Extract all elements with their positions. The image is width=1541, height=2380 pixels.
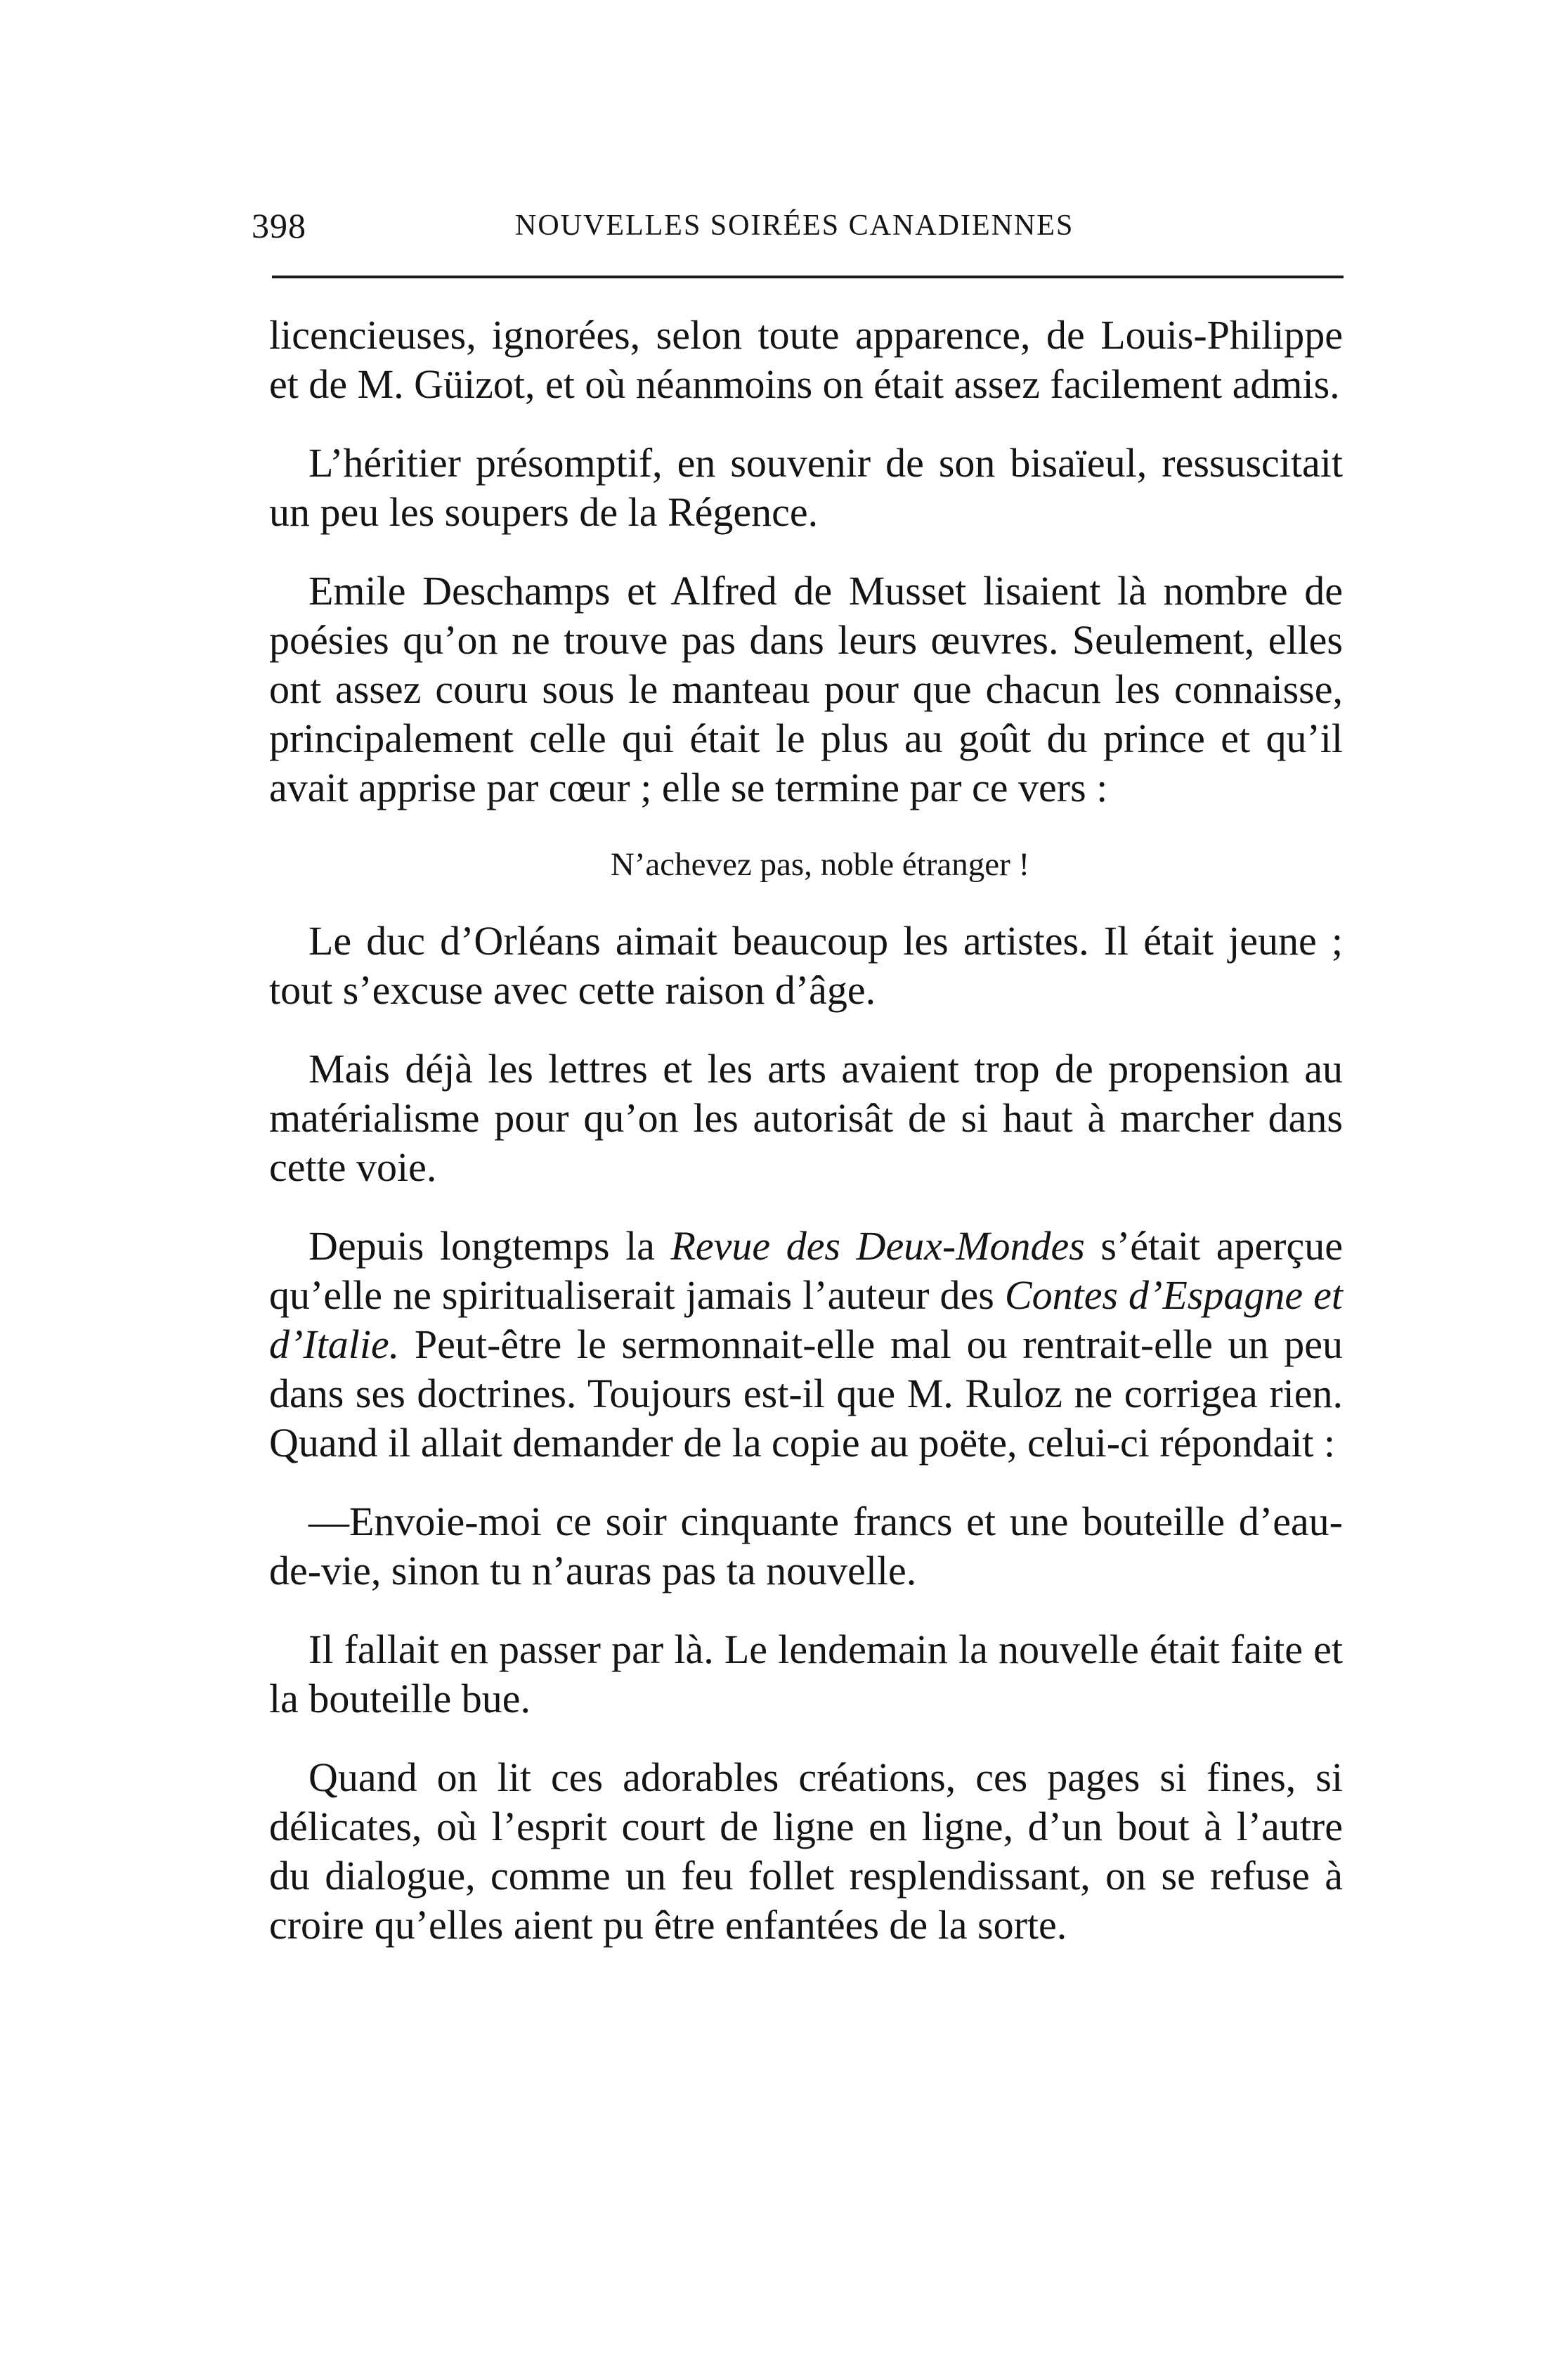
paragraph-text: Peut-être le sermonnait-elle mal ou rentrait-elle un peu dans ses doctrines. Toujours est-il que M. Ruloz ne corrigea rien. Quand il allait demander de la copie au poëte, celui-ci répondait : xyxy=(269,1321,1343,1466)
paragraph-heritier: L’héritier présomptif, en souvenir de son bisaïeul, ressuscitait un peu les soupers de la Régence. xyxy=(269,440,1343,535)
verse-quotation: N’achevez pas, noble étranger ! xyxy=(610,846,1030,883)
italic-title-contes: Contes d’Espagne et d’Italie. xyxy=(269,1272,1344,1367)
paragraph-text: s’était aperçue qu’elle ne spiritualiserait jamais l’auteur des xyxy=(269,1223,1343,1318)
body-text xyxy=(269,311,1343,1950)
running-title: NOUVELLES SOIRÉES CANADIENNES xyxy=(515,209,1074,242)
paragraph-materialisme: Mais déjà les lettres et les arts avaient trop de propension au matérialisme pour qu’on les autorisât de si haut à marcher dans cette voie. xyxy=(269,1046,1343,1190)
page-number: 398 xyxy=(252,206,306,245)
header-rule xyxy=(272,276,1344,278)
running-head xyxy=(252,201,1342,250)
paragraph-continuation: licencieuses, ignorées, selon toute apparence, de Louis-Philippe et de M. Güizot, et où néanmoins on était assez facilement admis. xyxy=(269,312,1343,407)
paragraph-dialogue-reply: —Envoie-moi ce soir cinquante francs et une bouteille d’eau-de-vie, sinon tu n’auras pas ta nouvelle. xyxy=(269,1499,1343,1593)
paragraph-deschamps-musset: Emile Deschamps et Alfred de Musset lisaient là nombre de poésies qu’on ne trouve pas dans leurs œuvres. Seulement, elles ont assez couru sous le manteau pour que chacun les connaisse, principalement celle qui était le plus au goût du prince et qu’il avait apprise par cœur ; elle se termine par ce vers : xyxy=(269,568,1343,810)
italic-title-revue: Revue des Deux-Mondes xyxy=(670,1223,1085,1269)
paragraph-revue-deux-mondes xyxy=(269,1222,1343,1468)
paragraph-duc-orleans: Le duc d’Orléans aimait beaucoup les artistes. Il était jeune ; tout s’excuse avec cette raison d’âge. xyxy=(269,918,1343,1013)
paragraph-creations: Quand on lit ces adorables créations, ces pages si fines, si délicates, où l’esprit court de ligne en ligne, d’un bout à l’autre du dialogue, comme un feu follet resplendissant, on se refuse à croire qu’elles aient pu être enfantées de la sorte. xyxy=(269,1754,1343,1948)
paragraph-bouteille: Il fallait en passer par là. Le lendemain la nouvelle était faite et la bouteille bue. xyxy=(269,1626,1343,1721)
paragraph-text: Depuis longtemps la xyxy=(308,1223,671,1269)
